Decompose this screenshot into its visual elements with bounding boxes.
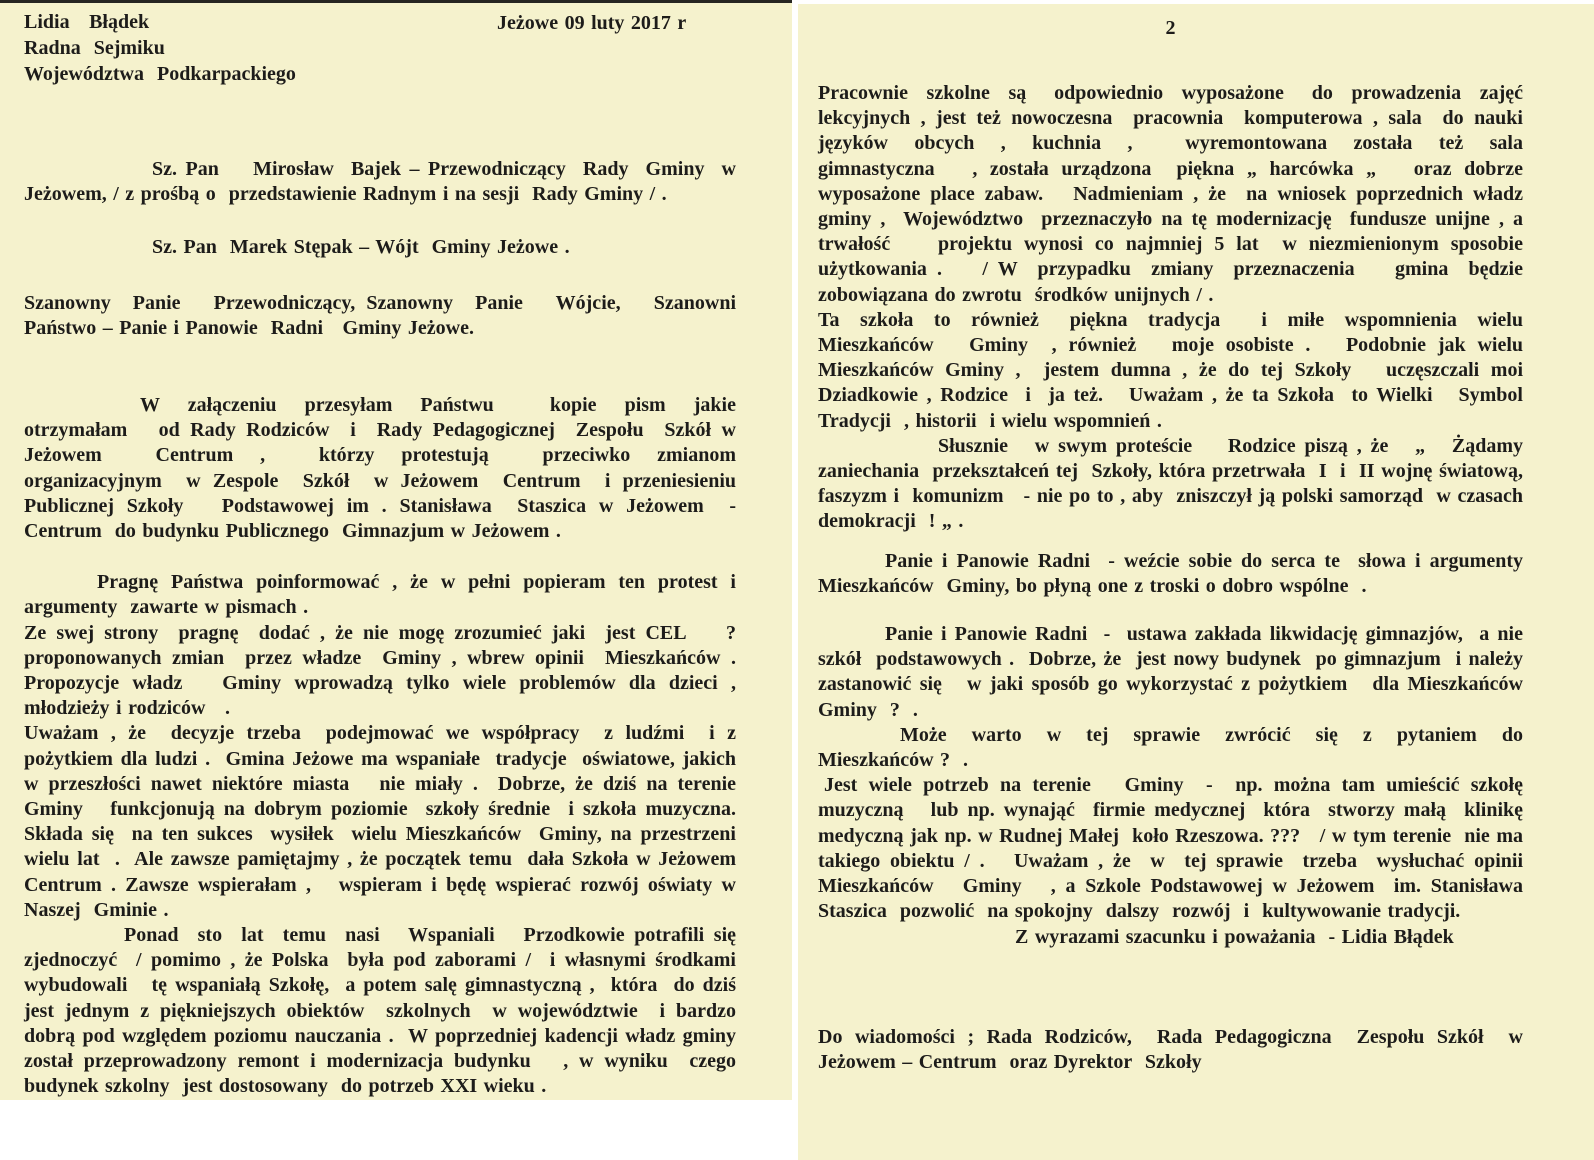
sender-region: Województwa Podkarpackiego (24, 63, 296, 85)
paragraph-consultation: Może warto w tej sprawie zwrócić się z pytaniem do Mieszkańców ? . (818, 723, 1530, 772)
sender-name: Lidia Błądek (24, 11, 150, 33)
page-1 (0, 0, 792, 1100)
signature-line: Z wyrazami szacunku i poważania - Lidia Błądek (1015, 925, 1454, 948)
addressee-secondary: Sz. Pan Marek Stępak – Wójt Gminy Jeżowe . (152, 236, 570, 259)
paragraph-memories: Ta szkoła to również piękna tradycja i miłe wspomnienia wielu Mieszkańców Gminy , również moje osobiste . Podobnie jak wielu Mieszkańców Gminy , jestem dumna , że do tej Szkoły uczęszczali moi Dziadkowie , Rodzice i ja też. Uważam , że ta Szkoła to Wielki Symbol Tradycji , historii i wielu wspomnień . (818, 308, 1530, 432)
paragraph-facilities: Pracownie szkolne są odpowiednio wyposażone do prowadzenia zajęć lekcyjnych , jest też nowoczesna pracownia komputerowa , sala do nauki języków obcych , kuchnia , wyremontowana została też sala gimnastyczna , została urządzona piękna „ harcówka „ oraz dobrze wyposażone place zabaw. Nadmieniam , że na wniosek poprzednich władz gminy , Województwo przeznaczyło na tę modernizację fundusze unijne , a trwałość projektu wynosi co najmniej 5 lat w niezmienionym sposobie użytkowania . / W przypadku zmiany przeznaczenia gmina będzie zobowiązana do zwrotu środków unijnych / . (818, 82, 1530, 306)
paragraph-appeal-1: Panie i Panowie Radni - weźcie sobie do serca te słowa i argumenty Mieszkańców Gminy, bo płyną one z troski o dobro wspólne . (818, 549, 1530, 597)
paragraph-enclosure: W załączeniu przesyłam Państwu kopie pism jakie otrzymałam od Rady Rodziców i Rady Pedagogicznej Zespołu Szkół w Jeżowem Centrum , którzy protestują przeciwko zmianom organizacyjnym w Zespole Szkół w Jeżowem Centrum i przeniesieniu Publicznej Szkoły Podstawowej im . Stanisława Staszica w Jeżowem - Centrum do budynku Publicznego Gimnazjum w Jeżowem . (24, 394, 743, 543)
paragraph-history: Ponad sto lat temu nasi Wspaniali Przodkowie potrafili się zjednoczyć / pomimo , że Polska była pod zaborami / i własnymi środkami wybudowali tę wspaniałą Szkołę, a potem salę gimnastyczną , która do dziś jest jednym z piękniejszych obiektów szkolnych w województwie i bardzo dobrą pod względem poziomu nauczania . W poprzedniej kadencji władz gminy został przeprowadzony remont i modernizacja budynku , w wyniku czego budynek szkolny jest dostosowany do potrzeb XXI wieku . (24, 924, 749, 1098)
paragraph-appeal-2: Panie i Panowie Radni - ustawa zakłada likwidację gimnazjów, a nie szkół podstawowych . Dobrze, że jest nowy budynek po gimnazjum i należy zastanowić się w jaki sposób go wykorzystać z pożytkiem dla Mieszkańców Gminy ? . (818, 623, 1536, 721)
paragraph-support: Pragnę Państwa poinformować , że w pełni popieram ten protest i argumenty zawarte w pismach . (24, 571, 743, 619)
paragraph-traditions: Uważam , że decyzje trzeba podejmować we współpracy z ludźmi i z pożytkiem dla ludzi . Gmina Jeżowe ma wspaniałe tradycje oświatowe, jakich w przeszłości nawet niektóre miasta nie miały . Dobrze, że dziś na terenie Gminy funkcjonują na dobrym poziomie szkoły średnie i szkoła muzyczna. Składa się na ten sukces wysiłek wielu Mieszkańców Gminy, na przestrzeni wielu lat . Ale zawsze pamiętajmy , że początek temu dała Szkoła w Jeżowem Centrum . Zawsze wspierałam , wspieram i będę wspierać rozwój oświaty w Naszej Gminie . (24, 722, 749, 921)
paragraph-parents-quote: Słusznie w swym proteście Rodzice piszą , że „ Żądamy zaniechania przekształceń tej Szkoły, która przetrwała I i II wojnę światową, faszyzm i komunizm - nie po to , aby zniszczył ją polski samorząd w czasach demokracji ! „ . (818, 434, 1536, 533)
page-number: 2 (1165, 17, 1176, 39)
cc-block: Do wiadomości ; Rada Rodziców, Rada Pedagogiczna Zespołu Szkół w Jeżowem – Centrum oraz Dyrektor Szkoły (818, 1025, 1530, 1073)
page-2 (798, 4, 1594, 1160)
sender-role: Radna Sejmiku (24, 37, 165, 59)
letter-date: Jeżowe 09 luty 2017 r (497, 12, 687, 34)
paragraph-building-use: Jest wiele potrzeb na terenie Gminy - np. można tam umieścić szkołę muzyczną lub np. wynająć firmie medycznej która stworzy małą klinikę medyczną jak np. w Rudnej Małej koło Rzeszowa. ??? / w tym terenie nie ma takiego obiektu / . Uważam , że w tej sprawie trzeba wysłuchać opinii Mieszkańców Gminy , a Szkole Podstawowej w Jeżowem im. Stanisława Staszica pozwolić na spokojny dalszy rozwój i kultywowanie tradycji. (818, 774, 1536, 923)
letter-header (24, 9, 736, 87)
addressee-primary: Sz. Pan Mirosław Bajek – Przewodniczący Rady Gminy w Jeżowem, / z prośbą o przedstawienie Radnym i na sesji Rady Gminy / . (24, 158, 743, 206)
salutation: Szanowny Panie Przewodniczący, Szanowny Panie Wójcie, Szanowni Państwo – Panie i Panowie Radni Gminy Jeżowe. (24, 291, 743, 339)
paragraph-goal-question: Ze swej strony pragnę dodać , że nie mogę zrozumieć jaki jest CEL ? proponowanych zmian przez władze Gminy , wbrew opinii Mieszkańców . Propozycje władz Gminy wprowadzą tylko wiele problemów dla dzieci , młodzieży i rodziców . (24, 621, 743, 720)
